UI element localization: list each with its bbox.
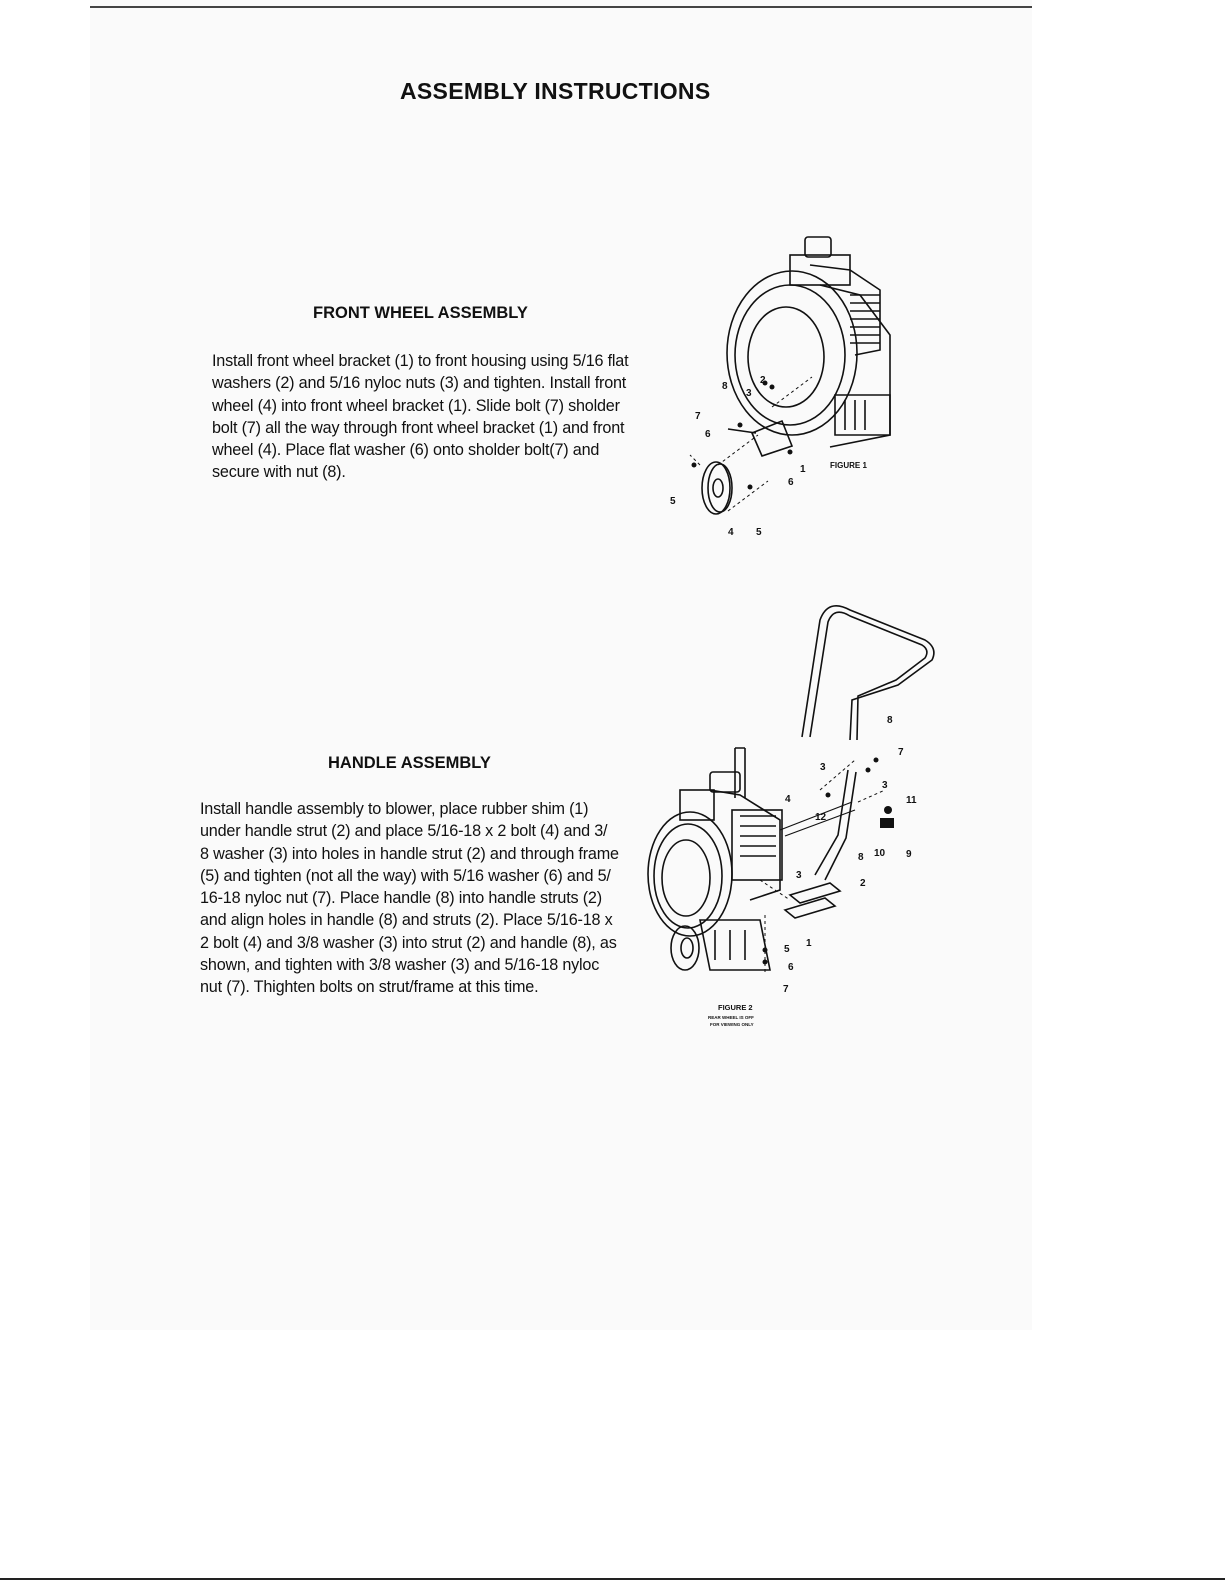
callout-label: 8 [722, 381, 728, 392]
callout-label: 1 [806, 938, 812, 949]
instruction-line: nut (7). Thighten bolts on strut/frame at this time. [200, 978, 539, 997]
figure-1-front-wheel-diagram [660, 225, 920, 545]
instruction-line: wheel (4). Place flat washer (6) onto sholder bolt(7) and [212, 441, 600, 460]
callout-label: 5 [670, 496, 676, 507]
handle-instructions [200, 798, 619, 999]
callout-label: 7 [898, 747, 904, 758]
scan-bottom-border [0, 1578, 1225, 1580]
callout-label: 10 [874, 848, 886, 859]
callout-label: 4 [785, 794, 791, 805]
instruction-line: 8 washer (3) into holes in handle strut (2) and through frame [200, 844, 619, 863]
callout-label: 5 [784, 944, 790, 955]
instruction-line: wheel (4) into front wheel bracket (1). Slide bolt (7) sholder [212, 396, 620, 415]
callout-label: 7 [695, 411, 701, 422]
handle-heading: HANDLE ASSEMBLY [328, 754, 491, 772]
callout-label: 12 [815, 812, 827, 823]
callout-label: 1 [800, 464, 806, 475]
callout-label: 2 [860, 878, 866, 889]
instruction-line: shown, and tighten with 3/8 washer (3) and 5/16-18 nyloc [200, 956, 600, 975]
callout-label: 2 [760, 375, 766, 386]
callout-label: 11 [906, 795, 917, 806]
callout-label: 6 [788, 962, 794, 973]
instruction-line: Install front wheel bracket (1) to front housing using 5/16 flat [212, 352, 629, 370]
callout-label: 3 [746, 388, 752, 399]
instruction-line: and align holes in handle (8) and struts (2). Place 5/16-18 x [200, 911, 613, 930]
callout-label: 6 [788, 477, 794, 488]
instruction-line: 16-18 nyloc nut (7). Place handle (8) into handle struts (2) [200, 889, 602, 908]
callout-label: 3 [820, 762, 826, 773]
instruction-line: 2 bolt (4) and 3/8 washer (3) into strut (2) and handle (8), as [200, 933, 617, 952]
instruction-line: (5) and tighten (not all the way) with 5/16 washer (6) and 5/ [200, 866, 611, 885]
callout-label: 5 [756, 527, 762, 538]
callout-label: 7 [783, 984, 789, 995]
page-title: ASSEMBLY INSTRUCTIONS [400, 78, 711, 104]
callout-label: 8 [887, 715, 893, 726]
instruction-line: washers (2) and 5/16 nyloc nuts (3) and tighten. Install front [212, 374, 627, 393]
front-wheel-instructions [212, 350, 628, 484]
figure-note: FOR VIEWING ONLY [710, 1022, 754, 1027]
callout-label: 4 [728, 527, 734, 538]
callout-label: 9 [906, 849, 912, 860]
callout-label: 3 [882, 780, 888, 791]
instruction-line: secure with nut (8). [212, 463, 346, 482]
callout-label: 6 [705, 429, 711, 440]
figure-2-handle-diagram [640, 590, 950, 1035]
figure-caption: FIGURE 1 [830, 461, 867, 470]
instruction-line: under handle strut (2) and place 5/16-18 x 2 bolt (4) and 3/ [200, 822, 608, 841]
instruction-line: Install handle assembly to blower, place rubber shim (1) [200, 800, 589, 818]
instruction-line: bolt (7) all the way through front wheel bracket (1) and front [212, 418, 625, 437]
figure-note: REAR WHEEL IS OFF [708, 1015, 754, 1020]
front-wheel-heading: FRONT WHEEL ASSEMBLY [313, 304, 528, 322]
figure-caption: FIGURE 2 [718, 1003, 753, 1012]
callout-label: 8 [858, 852, 864, 863]
scan-top-border [90, 6, 1032, 8]
callout-label: 3 [796, 870, 802, 881]
